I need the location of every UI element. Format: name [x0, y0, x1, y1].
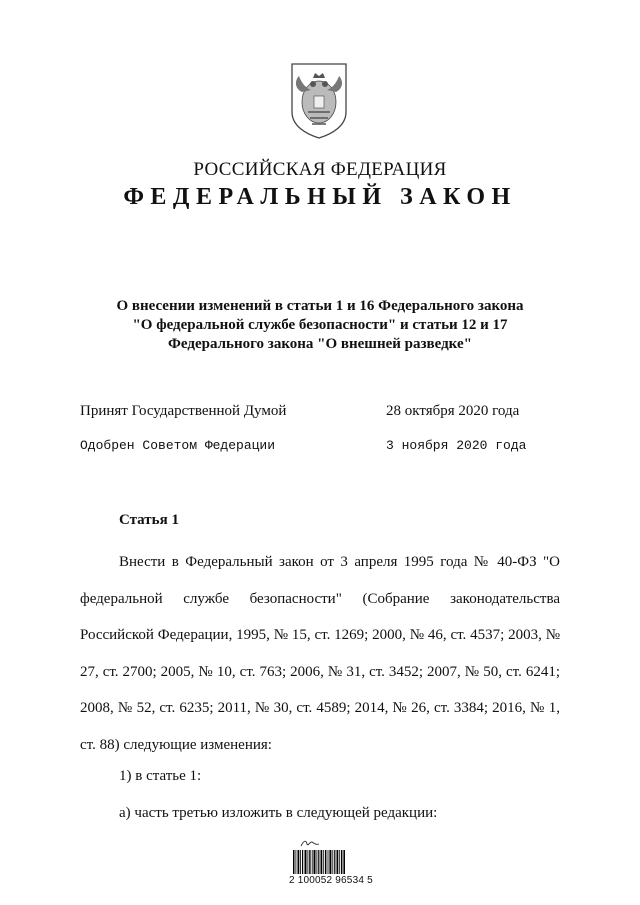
adopted-date: 28 октября 2020 года [386, 403, 520, 419]
signature-mark [300, 838, 320, 848]
barcode [293, 850, 345, 874]
article-heading: Статья 1 [119, 512, 179, 528]
approved-date: 3 ноября 2020 года [386, 438, 527, 453]
law-title-line: "О федеральной службе безопасности" и статьи 12 и 17 [132, 317, 508, 333]
law-title-line: О внесении изменений в статьи 1 и 16 Федерального закона [116, 298, 524, 314]
list-item: 1) в статье 1: [119, 768, 202, 784]
law-title-line: Федерального закона "О внешней разведке" [168, 336, 472, 352]
document-type: ФЕДЕРАЛЬНЫЙ ЗАКОН [123, 184, 517, 210]
article-paragraph: Внести в Федеральный закон от 3 апреля 1995 года № 40-ФЗ "О федеральной службе безопасности" (Собрание законодательства Российской Федерации, 1995, № 15, ст. 1269; 2000, № 46, ст. 4537; 2003, № 27, ст. 2700; 2005, № 10, ст. 763; 2006, № 31, ст. 3452; 2007, № 50, ст. 6241; 2008, № 52, ст. 6235; 2011, № 30, ст. 4589; 2014, № 26, ст. 3384; 2016, № 1, ст. 88) следующие изменения: [80, 554, 560, 753]
barcode-number: 2 100052 96534 5 [289, 875, 373, 886]
law-title [80, 297, 560, 354]
list-item: а) часть третью изложить в следующей редакции: [119, 805, 438, 821]
approved-by-label: Одобрен Советом Федерации [80, 438, 276, 453]
adopted-by-label: Принят Государственной Думой [80, 403, 287, 419]
coat-of-arms-icon [284, 62, 354, 140]
country-name: РОССИЙСКАЯ ФЕДЕРАЦИЯ [193, 159, 447, 180]
